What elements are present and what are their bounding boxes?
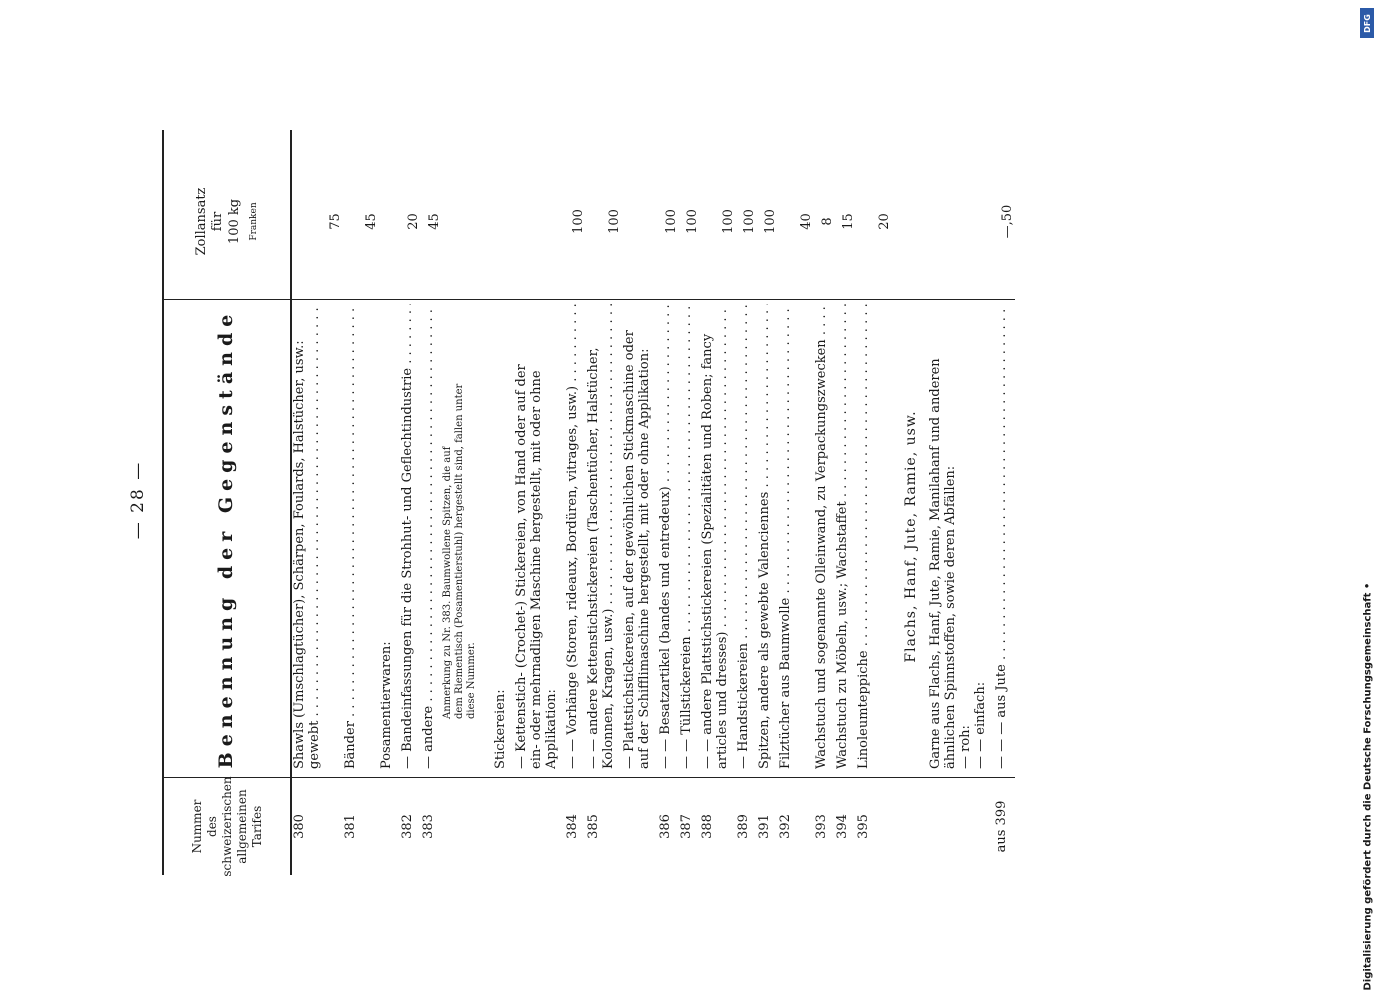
row-number: 383	[421, 814, 436, 839]
description-line: Wachstuch und sogenannte Ölleinwand, zu Verpackungszwecken . . .	[814, 304, 829, 769]
credit-text: Digitalisierung gefördert durch die Deutsche Forschungsgemeinschaft •	[1362, 582, 1374, 991]
description-line: — — andere Plattstichstickereien (Spezialitäten und Roben; fancy	[700, 333, 715, 769]
row-number: 382	[400, 814, 415, 839]
header-rate-line: 100 kg	[226, 198, 242, 245]
row-rate	[622, 144, 658, 299]
row-description	[514, 300, 565, 777]
description-line: Applikation:	[544, 689, 559, 769]
description-line: — Handstickereien . . .	[736, 304, 751, 769]
description-line: — Kettenstich- (Crochet-) Stickereien, von Hand oder auf der	[514, 364, 529, 769]
digitization-credit	[1363, 60, 1375, 990]
row-description	[658, 300, 679, 777]
description-line: Shawls (Umschlagtücher), Schärpen, Foulards, Halstücher, usw.:	[292, 340, 307, 769]
description-line: Wachstuch zu Möbeln, usw.; Wachstaffet . . .	[835, 304, 850, 769]
annotation-line: Anmerkung zu Nr. 383. Baumwollene Spitzen, die auf	[442, 446, 453, 719]
row-description	[778, 300, 814, 777]
description-column	[292, 299, 1015, 777]
row-rate: 100	[763, 209, 778, 234]
row-number: 384	[565, 814, 580, 839]
dfg-logo-text: DFG	[1362, 13, 1372, 33]
rotated-document-page	[120, 0, 1260, 1000]
header-number-line: Tarifes	[249, 805, 264, 848]
row-rate: 20	[406, 213, 421, 230]
row-rate	[493, 144, 514, 299]
description-line: — — Vorhänge (Storen, rideaux, Bordüren, vitrages, usw.) . . .	[565, 304, 580, 769]
row-description	[700, 300, 736, 777]
row-description	[421, 300, 442, 777]
row-number	[928, 778, 994, 875]
row-number: 394	[835, 814, 850, 839]
row-number: 389	[736, 814, 751, 839]
row-number: 386	[658, 814, 673, 839]
description-line: — — — aus Jute . . .	[994, 304, 1009, 769]
row-rate	[892, 144, 928, 299]
row-number	[379, 778, 400, 875]
row-rate: —,50	[1000, 204, 1015, 239]
row-rate: 100	[664, 209, 679, 234]
page-number: — 28 —	[128, 460, 148, 540]
row-rate: 45	[364, 213, 379, 230]
row-number	[514, 778, 565, 875]
header-number-line: allgemeinen	[234, 789, 249, 864]
header-rate-line: Zollansatz	[194, 187, 209, 256]
description-line: Kolonnen, Kragen, usw.) . . .	[601, 304, 616, 769]
annotation-line: diese Nummer.	[466, 642, 477, 719]
row-number: 393	[814, 814, 829, 839]
row-description	[835, 300, 856, 777]
row-rate: 15	[841, 213, 856, 230]
row-description	[757, 300, 778, 777]
row-number	[892, 778, 928, 875]
row-rate	[442, 144, 493, 299]
description-line: ähnlichen Spinnstoffen, sowie deren Abfällen:	[943, 465, 958, 769]
row-description	[400, 300, 421, 777]
row-description	[736, 300, 757, 777]
description-line: gewebt . . .	[307, 304, 322, 769]
description-line: — Bandeinfassungen für die Strohhut- und Geflechtindustrie . . .	[400, 304, 415, 769]
row-description	[442, 300, 493, 777]
description-line: Linoleumteppiche . . .	[856, 304, 871, 769]
row-number: 391	[757, 814, 772, 839]
description-line: — andere . . .	[421, 304, 436, 769]
description-line: ein- oder mehrnadligen Maschine hergestellt, mit oder ohne	[529, 370, 544, 769]
row-description	[379, 300, 400, 777]
dfg-logo	[1360, 8, 1374, 38]
description-line: Filztücher aus Baumwolle . . .	[778, 304, 793, 769]
row-rate: 45	[427, 213, 442, 230]
description-line: Posamentierwaren:	[379, 641, 394, 769]
digitization-sidebar	[1353, 0, 1383, 1000]
description-line: Bänder . . .	[343, 304, 358, 769]
row-rate: 100	[607, 209, 622, 234]
header-rate-column	[164, 144, 290, 299]
description-line: — — Besatzartikel (bandes und entredeux) . . .	[658, 304, 673, 769]
row-number: aus 399	[994, 800, 1009, 853]
row-rate: 40	[799, 213, 814, 230]
row-description	[622, 300, 658, 777]
header-rate-unit: Franken	[248, 202, 259, 241]
row-number: 385	[586, 814, 601, 839]
row-number: 380	[292, 814, 307, 839]
description-line: — Plattstichstickereien, auf der gewöhnlichen Stickmaschine oder	[622, 330, 637, 769]
row-rate	[379, 144, 400, 299]
row-number	[622, 778, 658, 875]
description-line: Garne aus Flachs, Hanf, Jute, Ramie, Manilahanf und anderen	[928, 358, 943, 769]
table-body	[292, 130, 1015, 875]
row-rate	[928, 144, 994, 299]
row-description	[343, 300, 379, 777]
description-line: — — einfach:	[973, 681, 988, 769]
number-column	[292, 777, 1015, 875]
description-line: — — andere Kettenstichstickereien (Taschentücher, Halstücher,	[586, 347, 601, 769]
row-rate	[514, 144, 565, 299]
row-description	[679, 300, 700, 777]
row-rate: 20	[877, 213, 892, 230]
header-name-column: Benennung der Gegenstände	[164, 299, 290, 777]
row-description	[856, 300, 892, 777]
row-description	[892, 300, 928, 777]
row-number	[493, 778, 514, 875]
description-line: Stickereien:	[493, 689, 508, 769]
row-number	[442, 778, 493, 875]
annotation-line: dem Riementisch (Posamentierstuhl) hergestellt sind, fallen unter	[454, 383, 465, 719]
row-description	[292, 300, 343, 777]
header-number-line: schweizerischen	[219, 776, 234, 877]
table-header	[162, 130, 292, 875]
header-rate-line: für	[210, 211, 226, 232]
row-rate: 100	[742, 209, 757, 234]
section-heading: Flachs, Hanf, Jute, Ramie, usw.	[903, 410, 919, 663]
row-rate: 100	[571, 209, 586, 234]
description-line: Spitzen, andere als gewebte Valenciennes . . .	[757, 304, 772, 769]
row-rate: 100	[721, 209, 736, 234]
row-description	[493, 300, 514, 777]
row-number: 392	[778, 814, 793, 839]
row-description	[565, 300, 586, 777]
header-number-line: Nummer	[189, 799, 204, 854]
row-description	[994, 300, 1015, 777]
rate-column	[292, 144, 1015, 299]
row-description	[814, 300, 835, 777]
row-rate: 75	[328, 213, 343, 230]
description-line: — — Tüllstickereien . . .	[679, 304, 694, 769]
row-description	[928, 300, 994, 777]
description-line: auf der Schifflimaschine hergestellt, mit oder ohne Applikation:	[637, 348, 652, 769]
row-number: 388	[700, 814, 715, 839]
description-line: articles und dresses) . . .	[715, 304, 730, 769]
row-number: 381	[343, 814, 358, 839]
tariff-table	[162, 130, 1015, 875]
header-number-column	[164, 777, 290, 875]
row-number: 387	[679, 814, 694, 839]
header-number-line: des	[204, 816, 219, 837]
row-number: 395	[856, 814, 871, 839]
description-line: — roh:	[958, 725, 973, 769]
row-rate: 100	[685, 209, 700, 234]
row-description	[586, 300, 622, 777]
row-rate: 8	[820, 217, 835, 226]
